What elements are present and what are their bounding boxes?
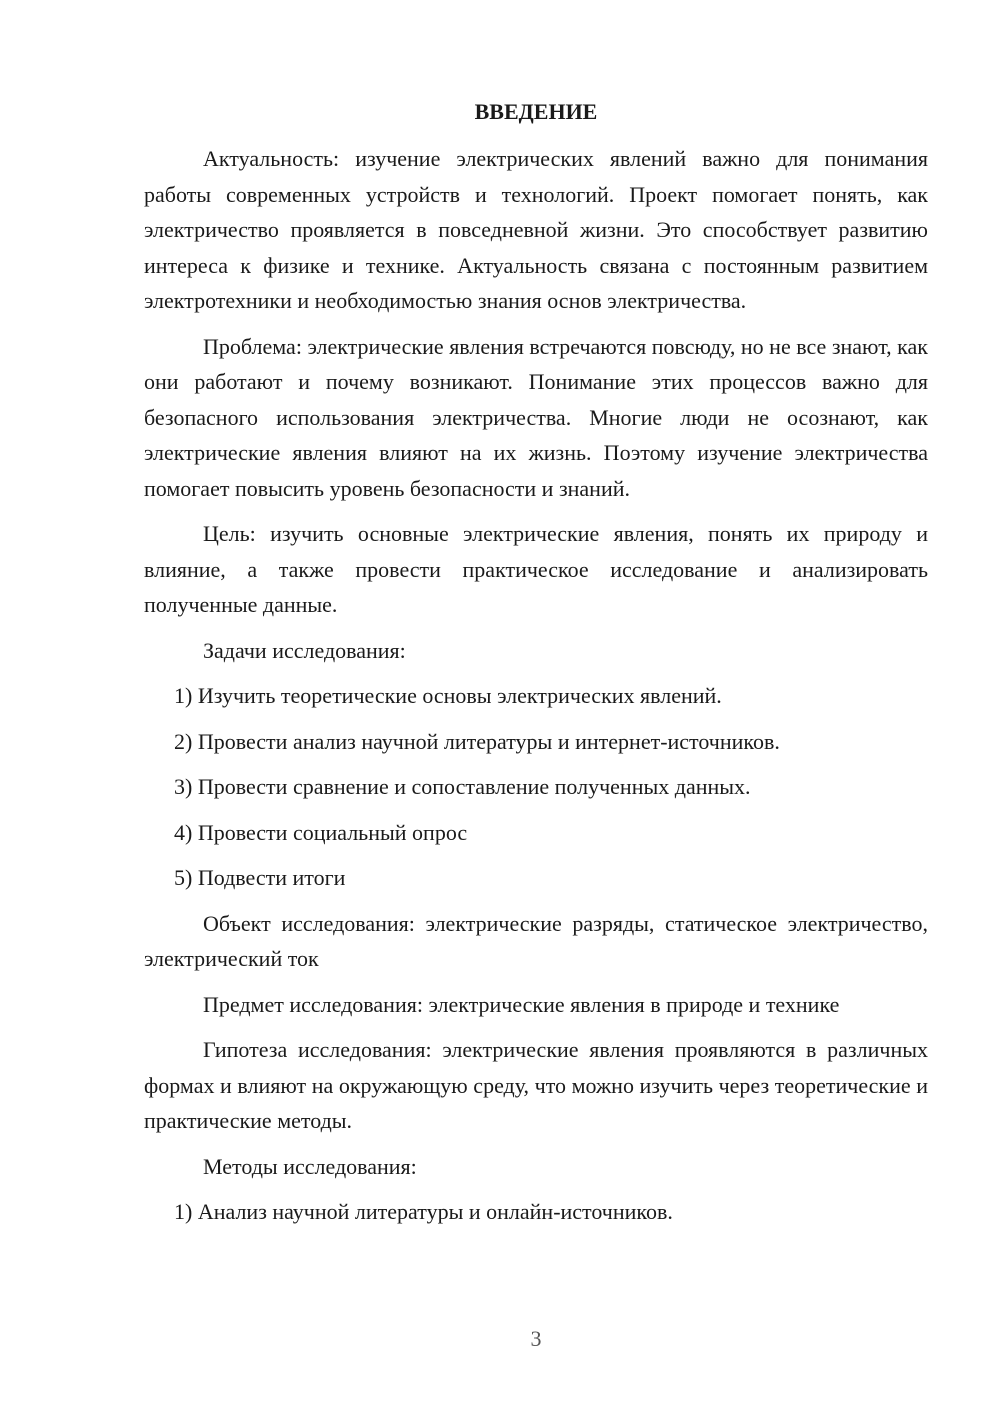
page-content [144,94,928,1240]
paragraph-problem: Проблема: электрические явления встречаются повсюду, но не все знают, как они работают и почему возникают. Понимание этих процессов важно для безопасного использования электричества. Многие люди не осознают, как электрические явления влияют на их жизнь. Поэтому изучение электричества помогает повысить уровень безопасности и знаний. [144,333,928,501]
tasks-heading: Задачи исследования: [203,637,406,663]
paragraph-relevance: Актуальность: изучение электрических явлений важно для понимания работы современных устройств и технологий. Проект помогает понять, как электричество проявляется в повседневной жизни. Это способствует развитию интереса к физике и технике. Актуальность связана с постоянным развитием электротехники и необходимостью знания основ электричества. [144,146,928,313]
page-number: 3 [530,1326,542,1351]
paragraph-subject: Предмет исследования: электрические явления в природе и технике [203,991,840,1017]
task-item: 1) Изучить теоретические основы электрических явлений. [174,683,722,708]
methods-heading: Методы исследования: [203,1153,417,1179]
task-item: 4) Провести социальный опрос [174,819,468,845]
task-item: 2) Провести анализ научной литературы и интернет-источников. [174,728,780,754]
section-title: ВВЕДЕНИЕ [474,99,598,124]
method-item: 1) Анализ научной литературы и онлайн-источников. [174,1199,673,1224]
paragraph-object: Объект исследования: электрические разряды, статическое электричество, электрический ток [144,910,928,971]
task-item: 3) Провести сравнение и сопоставление полученных данных. [174,774,751,799]
paragraph-goal: Цель: изучить основные электрические явления, понять их природу и влияние, а также провести практическое исследование и анализировать полученные данные. [144,521,928,617]
task-item: 5) Подвести итоги [174,865,346,890]
paragraph-hypothesis: Гипотеза исследования: электрические явления проявляются в различных формах и влияют на окружающую среду, что можно изучить через теоретические и практические методы. [144,1037,928,1133]
